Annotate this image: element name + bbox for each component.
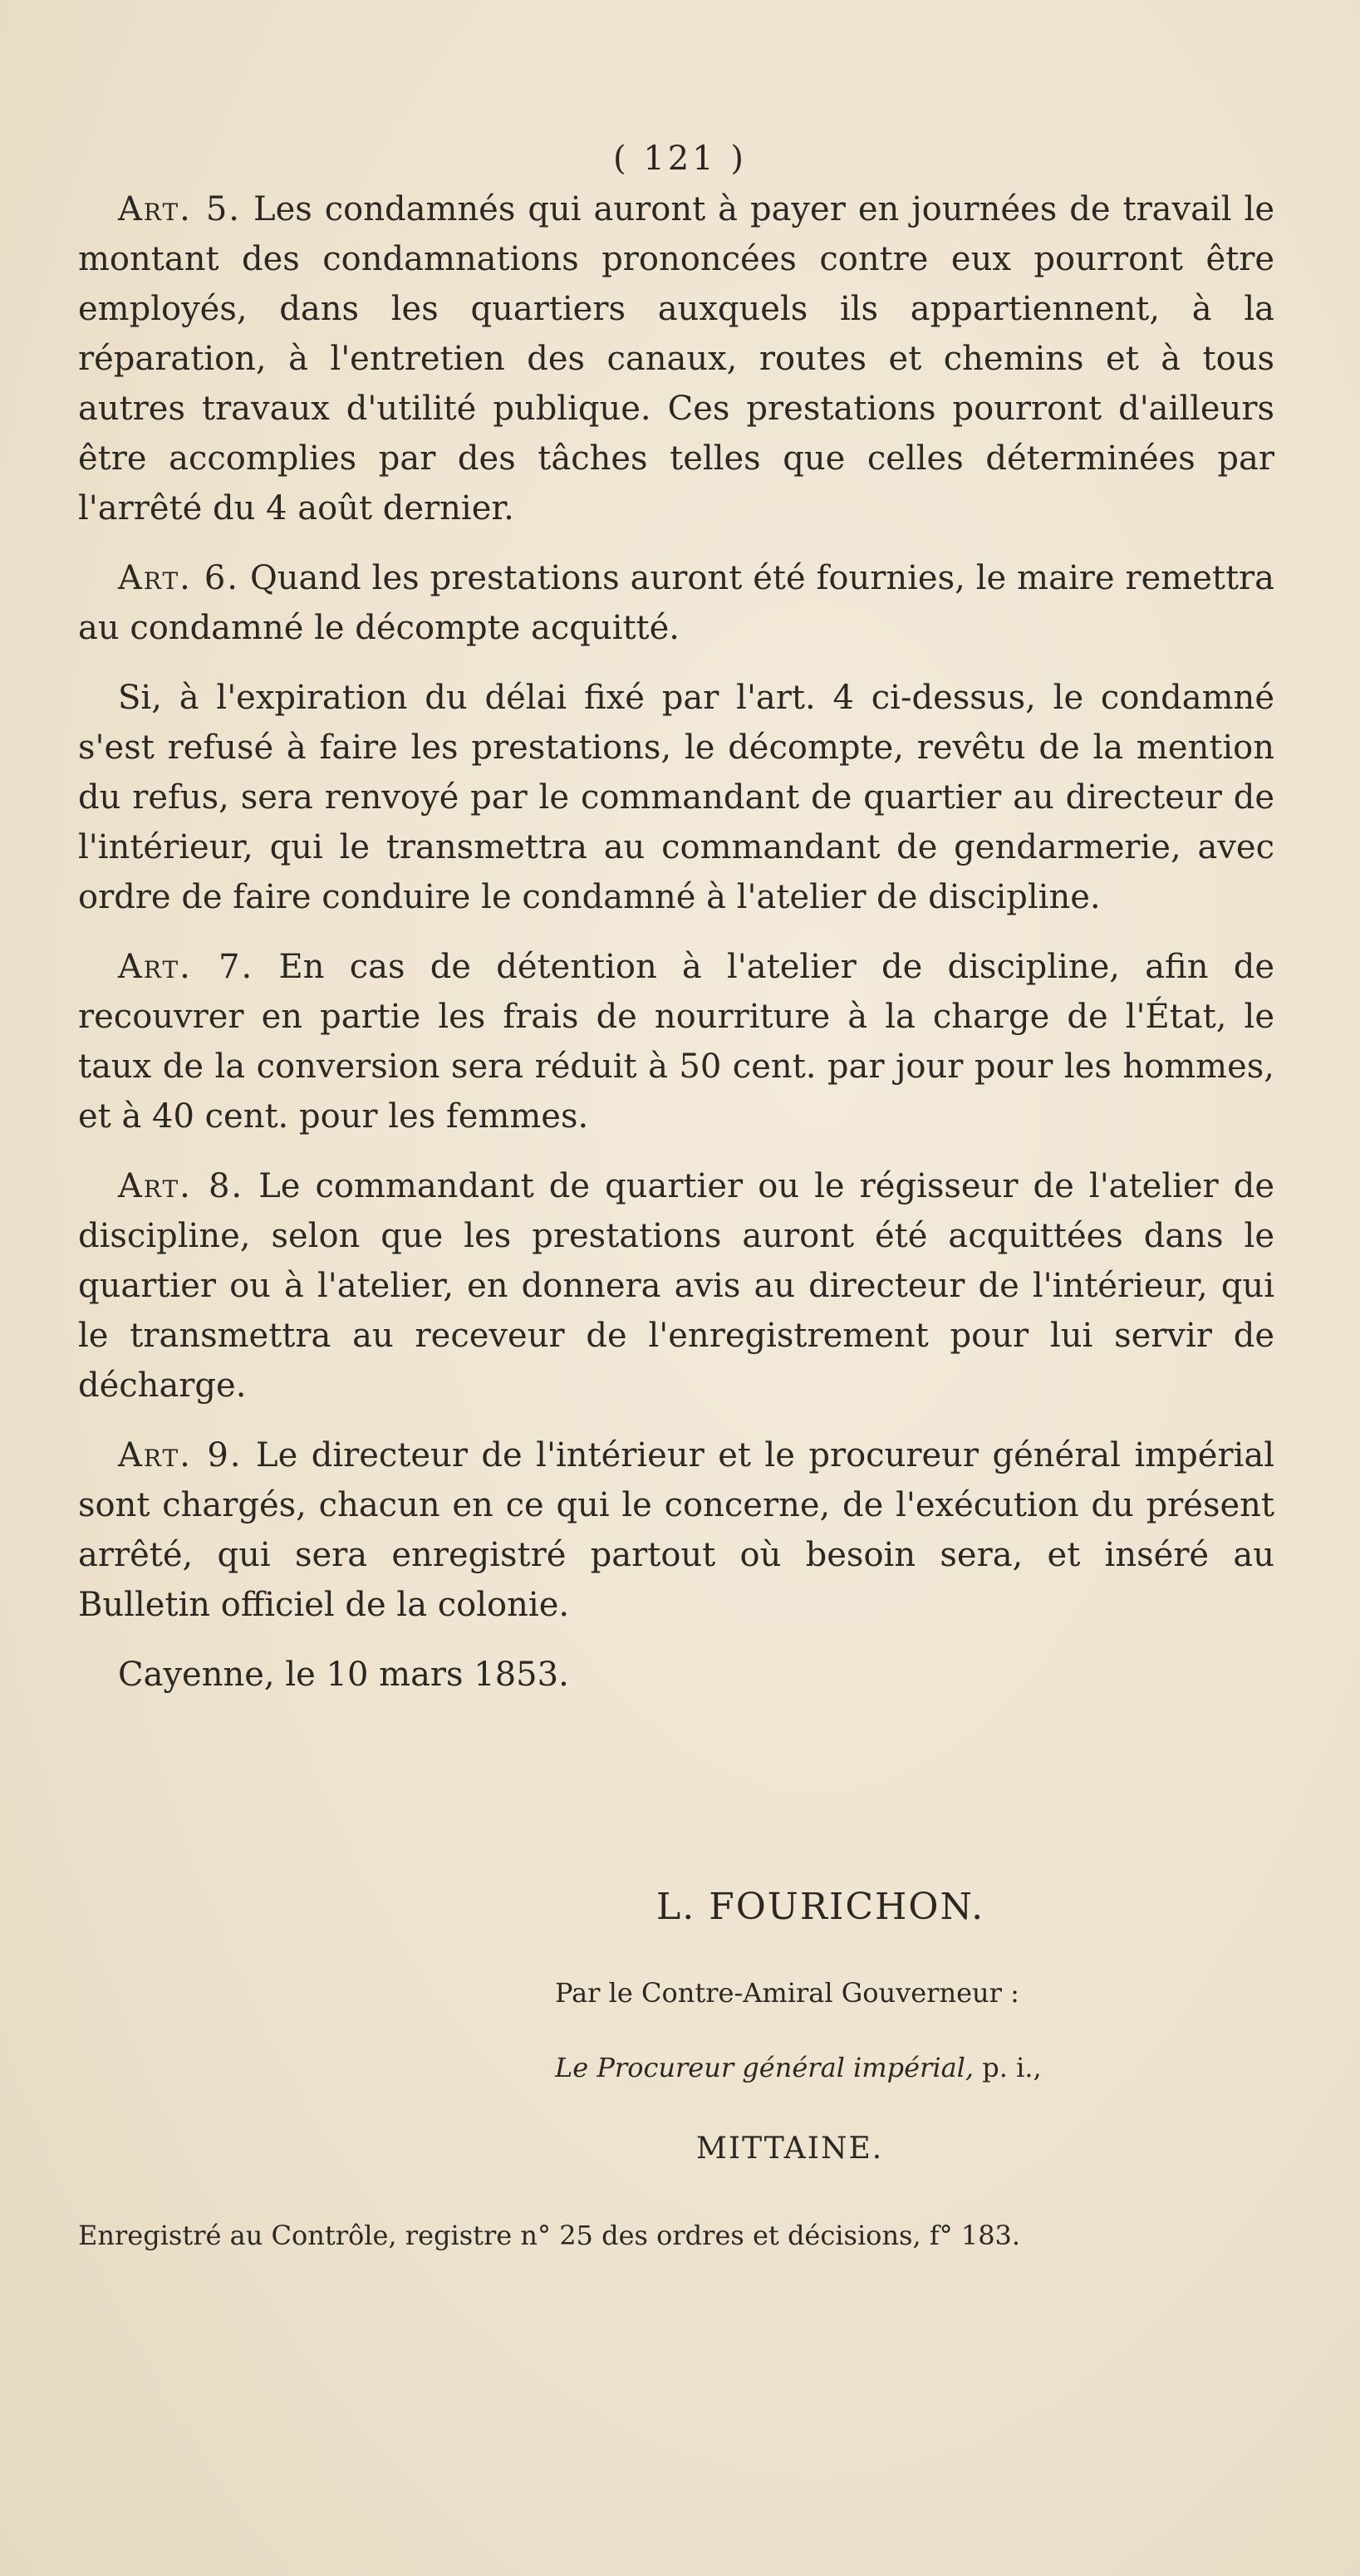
article-label: Art. 8. xyxy=(118,1167,244,1205)
procureur-title: Le Procureur général impérial, xyxy=(555,2052,975,2083)
signature: L. FOURICHON. xyxy=(656,1886,985,1928)
article-6-continued xyxy=(78,673,1274,922)
article-text: Le commandant de quartier ou le régisseur de l'atelier de discipline, selon que les prestations auront été acquittées dans le quartier ou à l'atelier, en donnera avis au directeur de l'intérieur, qui le transmettra au receveur de l'enregistrement pour lui servir de décharge. xyxy=(78,1167,1275,1405)
article-text: Les condamnés qui auront à payer en journées de travail le montant des condamnations prononcées contre eux pourront être employés, dans les quartiers auxquels ils appartiennent, à la réparation, à l'entretien des canaux, routes et chemins et à tous autres travaux d'utilité publique. Ces prestations pourront d'ailleurs être accomplies par des tâches telles que celles déterminées par l'arrêté du 4 août dernier. xyxy=(78,190,1275,527)
article-5 xyxy=(78,184,1274,533)
place-date xyxy=(78,1650,1274,1700)
article-text: Quand les prestations auront été fournies, le maire remettra au condamné le décompte acquitté. xyxy=(78,559,1274,647)
article-8 xyxy=(78,1161,1274,1411)
registration-note: Enregistré au Contrôle, registre n° 25 des ordres et décisions, f° 183. xyxy=(78,2220,1021,2251)
article-7 xyxy=(78,942,1274,1141)
article-text: Le directeur de l'intérieur et le procureur général impérial sont chargés, chacun en ce qui le concerne, de l'exécution du présent arrêté, qui sera enregistré partout où besoin sera, et inséré au Bulletin officiel de la colonie. xyxy=(78,1436,1274,1624)
article-label: Art. 9. xyxy=(118,1436,243,1474)
article-text: En cas de détention à l'atelier de discipline, afin de recouvrer en partie les frais de nourriture à la charge de l'État, le taux de la conversion sera réduit à 50 cent. par jour pour les hommes, et à 40 cent. pour les femmes. xyxy=(78,948,1274,1136)
place-date-text: Cayenne, le 10 mars 1853. xyxy=(118,1656,569,1694)
page-number: ( 121 ) xyxy=(613,140,747,178)
by-line: Par le Contre-Amiral Gouverneur : xyxy=(555,1977,1019,2009)
procureur-suffix: p. i., xyxy=(982,2052,1042,2083)
article-label: Art. 7. xyxy=(118,948,254,986)
article-text: Si, à l'expiration du délai fixé par l'art. 4 ci-dessus, le condamné s'est refusé à faire les prestations, le décompte, revêtu de la mention du refus, sera renvoyé par le commandant de quartier au directeur de l'intérieur, qui le transmettra au commandant de gendarmerie, avec ordre de faire conduire le condamné à l'atelier de discipline. xyxy=(78,679,1274,916)
article-label: Art. 6. xyxy=(118,559,239,597)
countersign: MITTAINE. xyxy=(696,2132,884,2166)
article-label: Art. 5. xyxy=(118,190,242,228)
article-6 xyxy=(78,553,1274,653)
procureur-line xyxy=(555,2052,1042,2083)
document-body xyxy=(78,184,1274,1720)
article-9 xyxy=(78,1430,1274,1630)
